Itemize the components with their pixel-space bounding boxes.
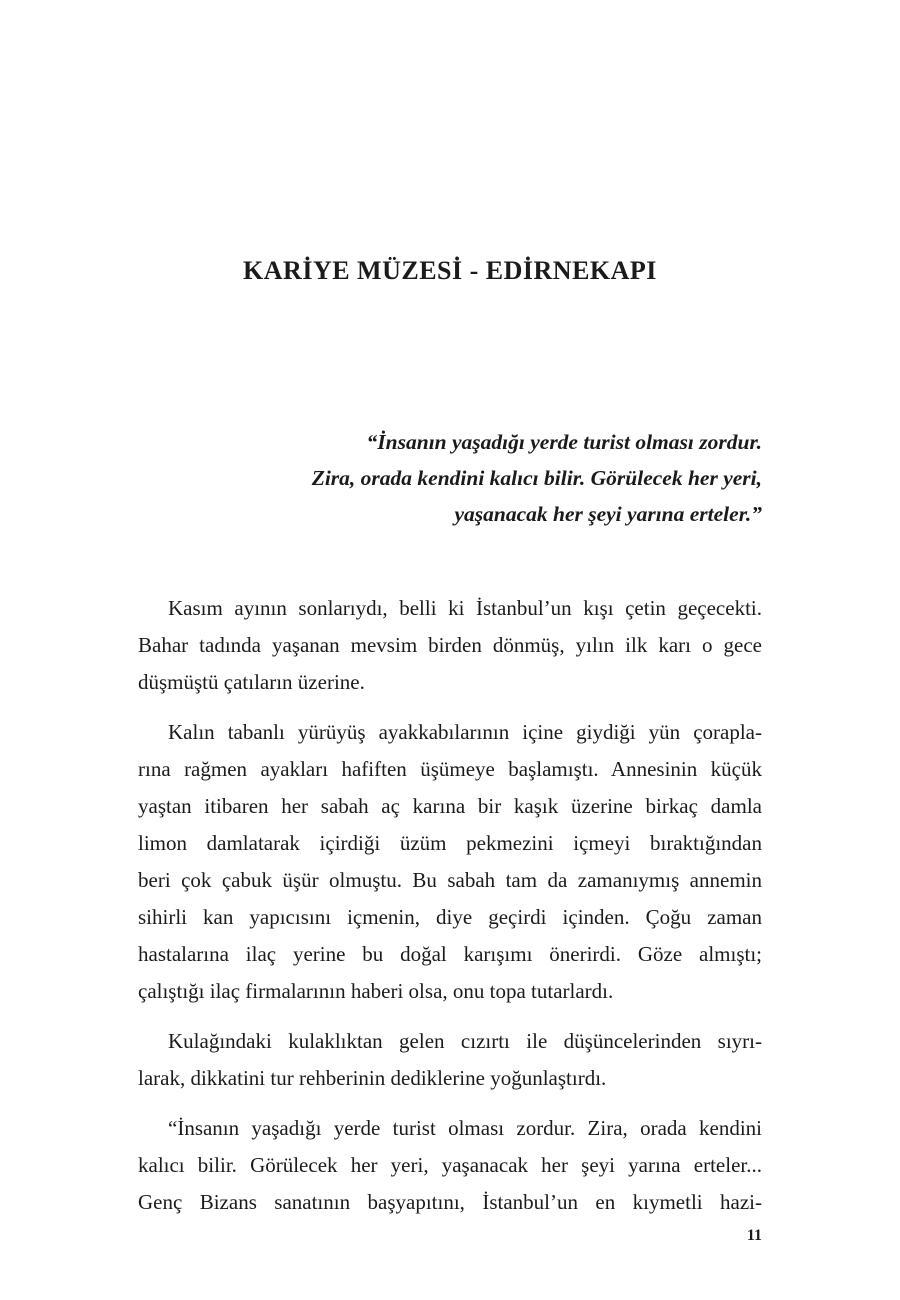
page-number: 11 [746,1227,762,1244]
epigraph-line: “İnsanın yaşadığı yerde turist olması zordur. [366,430,762,454]
text-line: düşmüştü çatıların üzerine. [138,670,365,694]
text-line: hastalarına ilaç yerine bu doğal karışımı önerirdi. Göze almıştı; [138,942,762,966]
text-line: Kalın tabanlı yürüyüş ayakkabılarının içine giydiği yün çorapla- [168,720,762,744]
text-line: Kasım ayının sonlarıydı, belli ki İstanbul’un kışı çetin geçecekti. [168,596,762,620]
text-line: çalıştığı ilaç firmalarının haberi olsa, onu topa tutarlardı. [138,979,614,1003]
epigraph [122,424,762,532]
body-text [138,590,762,1234]
text-line: yaştan itibaren her sabah aç karına bir kaşık üzerine birkaç damla [138,794,762,818]
text-line: Genç Bizans sanatının başyapıtını, İstanbul’un en kıymetli hazi- [138,1190,762,1214]
text-line: kalıcı bilir. Görülecek her yeri, yaşanacak her şeyi yarına erteler... [138,1153,762,1177]
text-line: “İnsanın yaşadığı yerde turist olması zordur. Zira, orada kendini [168,1116,762,1140]
text-line: sihirli kan yapıcısını içmenin, diye geçirdi içinden. Çoğu zaman [138,905,762,929]
chapter-title: KARİYE MÜZESİ - EDİRNEKAPI [243,256,657,285]
epigraph-line: Zira, orada kendini kalıcı bilir. Görülecek her yeri, [311,466,762,490]
text-line: rına rağmen ayakları hafiften üşümeye başlamıştı. Annesinin küçük [138,757,762,781]
paragraph [138,1110,762,1221]
paragraph [138,590,762,701]
paragraph [138,1023,762,1097]
paragraph [138,714,762,1010]
text-line: Kulağındaki kulaklıktan gelen cızırtı ile düşüncelerinden sıyrı- [168,1029,762,1053]
text-line: Bahar tadında yaşanan mevsim birden dönmüş, yılın ilk karı o gece [138,633,762,657]
epigraph-line: yaşanacak her şeyi yarına erteler.” [454,502,762,526]
text-line: larak, dikkatini tur rehberinin dediklerine yoğunlaştırdı. [138,1066,607,1090]
text-line: beri çok çabuk üşür olmuştu. Bu sabah tam da zamanıymış annemin [138,868,762,892]
text-line: limon damlatarak içirdiği üzüm pekmezini içmeyi bıraktığından [138,831,762,855]
